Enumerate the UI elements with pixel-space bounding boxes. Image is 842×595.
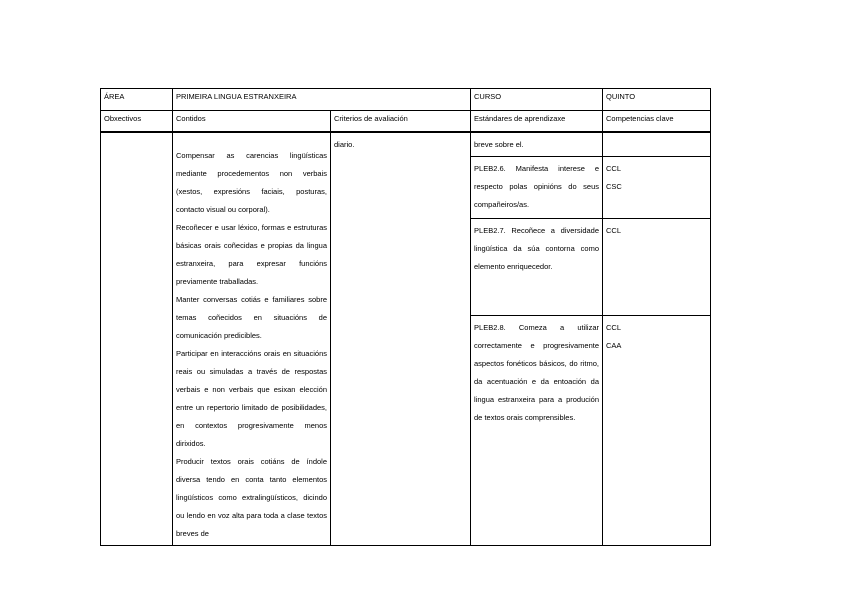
estandar-cell-continuation — [471, 132, 603, 157]
contidos-paragraph: Compensar as carencias lingüísticas mediante procedementos non verbais (xestos, expresións faciais, posturas, contacto visual ou corporal). — [176, 150, 327, 214]
criterios-text: diario. — [334, 139, 355, 149]
contidos-cell — [173, 132, 331, 546]
criterios-cell — [331, 132, 471, 546]
competencias-cell — [603, 157, 711, 218]
estandar-text: PLEB2.8. Comeza a utilizar correctamente e progresivamente aspectos fonéticos básicos, do ritmo, da acentuación e da entoación da lingua estranxeira para a produción de textos orais comprensibles. — [474, 322, 600, 422]
competencia-code: CCL — [606, 322, 622, 332]
area-label-cell: ÁREA — [101, 89, 173, 111]
competencia-code: CSC — [606, 182, 622, 192]
column-header-criterios: Criterios de avaliación — [331, 111, 471, 132]
header-row-columns — [101, 111, 711, 132]
estandar-text: PLEB2.7. Recoñece a diversidade lingüística da súa contorna como elemento enriquecedor. — [474, 225, 600, 271]
estandar-text: breve sobre el. — [474, 139, 524, 149]
contidos-paragraph: Producir textos orais cotiáns de índole diversa tendo en conta tanto elementos lingüísticos como extralingüísticos, dicindo ou lendo en voz alta para toda a clase textos breves de — [176, 456, 327, 538]
curso-label-cell: CURSO — [471, 89, 603, 111]
estandar-cell-pleb2-8 — [471, 315, 603, 545]
column-header-contidos: Contidos — [173, 111, 331, 132]
header-row-area — [101, 89, 711, 111]
competencia-code: CAA — [606, 340, 622, 350]
estandar-cell-pleb2-6 — [471, 157, 603, 218]
area-value-cell: PRIMEIRA LINGUA ESTRANXEIRA — [173, 89, 471, 111]
competencias-cell — [603, 218, 711, 315]
competencias-cell — [603, 315, 711, 545]
column-header-competencias: Competencias clave — [603, 111, 711, 132]
competencia-code: CCL — [606, 225, 622, 235]
contidos-paragraph: Participar en interaccións orais en situacións reais ou simuladas a través de respostas verbais e non verbais que esixan elección entre un repertorio limitado de posibilidades, en contextos progresivamente menos dirixidos. — [176, 348, 327, 448]
competencias-cell — [603, 132, 711, 157]
curriculum-table — [100, 88, 711, 546]
column-header-estandares: Estándares de aprendizaxe — [471, 111, 603, 132]
curso-value-cell: QUINTO — [603, 89, 711, 111]
competencia-code: CCL — [606, 164, 622, 174]
column-header-obxectivos: Obxectivos — [101, 111, 173, 132]
estandar-cell-pleb2-7 — [471, 218, 603, 315]
table-row — [101, 132, 711, 157]
obxectivos-cell — [101, 132, 173, 546]
contidos-paragraph: Manter conversas cotiás e familiares sobre temas coñecidos en situacións de comunicación predicibles. — [176, 294, 327, 340]
contidos-paragraph: Recoñecer e usar léxico, formas e estruturas básicas orais coñecidas e propias da lingua estranxeira, para expresar funcións previamente traballadas. — [176, 222, 327, 286]
estandar-text: PLEB2.6. Manifesta interese e respecto polas opinións do seus compañeiros/as. — [474, 164, 600, 210]
